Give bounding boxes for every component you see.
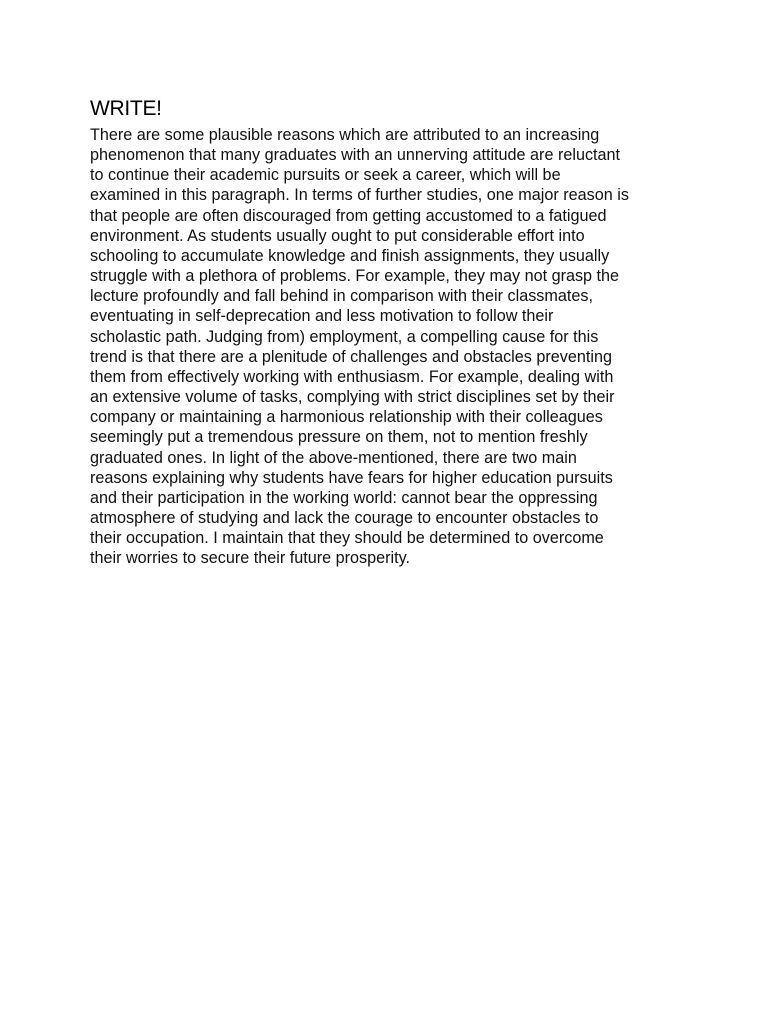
essay-paragraph <box>90 125 690 568</box>
document-content <box>90 95 690 568</box>
paragraph-line: their worries to secure their future prosperity. <box>90 549 410 568</box>
paragraph-line: eventuating in self-deprecation and less motivation to follow their <box>90 307 554 326</box>
paragraph-line: lecture profoundly and fall behind in comparison with their classmates, <box>90 287 593 306</box>
paragraph-line: seemingly put a tremendous pressure on them, not to mention freshly <box>90 428 588 447</box>
paragraph-line: examined in this paragraph. In terms of further studies, one major reason is <box>90 186 629 205</box>
paragraph-line: to continue their academic pursuits or seek a career, which will be <box>90 166 561 185</box>
paragraph-line: them from effectively working with enthusiasm. For example, dealing with <box>90 367 614 386</box>
paragraph-line: phenomenon that many graduates with an unnerving attitude are reluctant <box>90 146 621 165</box>
document-heading: WRITE! <box>90 97 162 120</box>
paragraph-line: company or maintaining a harmonious relationship with their colleagues <box>90 408 603 427</box>
paragraph-line: and their participation in the working world: cannot bear the oppressing <box>90 488 598 507</box>
paragraph-line: their occupation. I maintain that they should be determined to overcome <box>90 529 604 548</box>
paragraph-line: graduated ones. In light of the above-mentioned, there are two main <box>90 448 577 467</box>
paragraph-line: There are some plausible reasons which are attributed to an increasing <box>90 126 600 144</box>
paragraph-line: schooling to accumulate knowledge and finish assignments, they usually <box>90 246 610 265</box>
paragraph-line: trend is that there are a plenitude of challenges and obstacles preventing <box>90 347 612 366</box>
paragraph-line: reasons explaining why students have fears for higher education pursuits <box>90 468 613 487</box>
paragraph-line: environment. As students usually ought to put considerable effort into <box>90 226 585 245</box>
paragraph-line: atmosphere of studying and lack the courage to encounter obstacles to <box>90 508 599 527</box>
paragraph-line: struggle with a plethora of problems. For example, they may not grasp the <box>90 267 620 286</box>
paragraph-line: that people are often discouraged from getting accustomed to a fatigued <box>90 206 607 225</box>
paragraph-line: an extensive volume of tasks, complying with strict disciplines set by their <box>90 388 615 407</box>
paragraph-line: scholastic path. Judging from) employment, a compelling cause for this <box>90 327 599 346</box>
